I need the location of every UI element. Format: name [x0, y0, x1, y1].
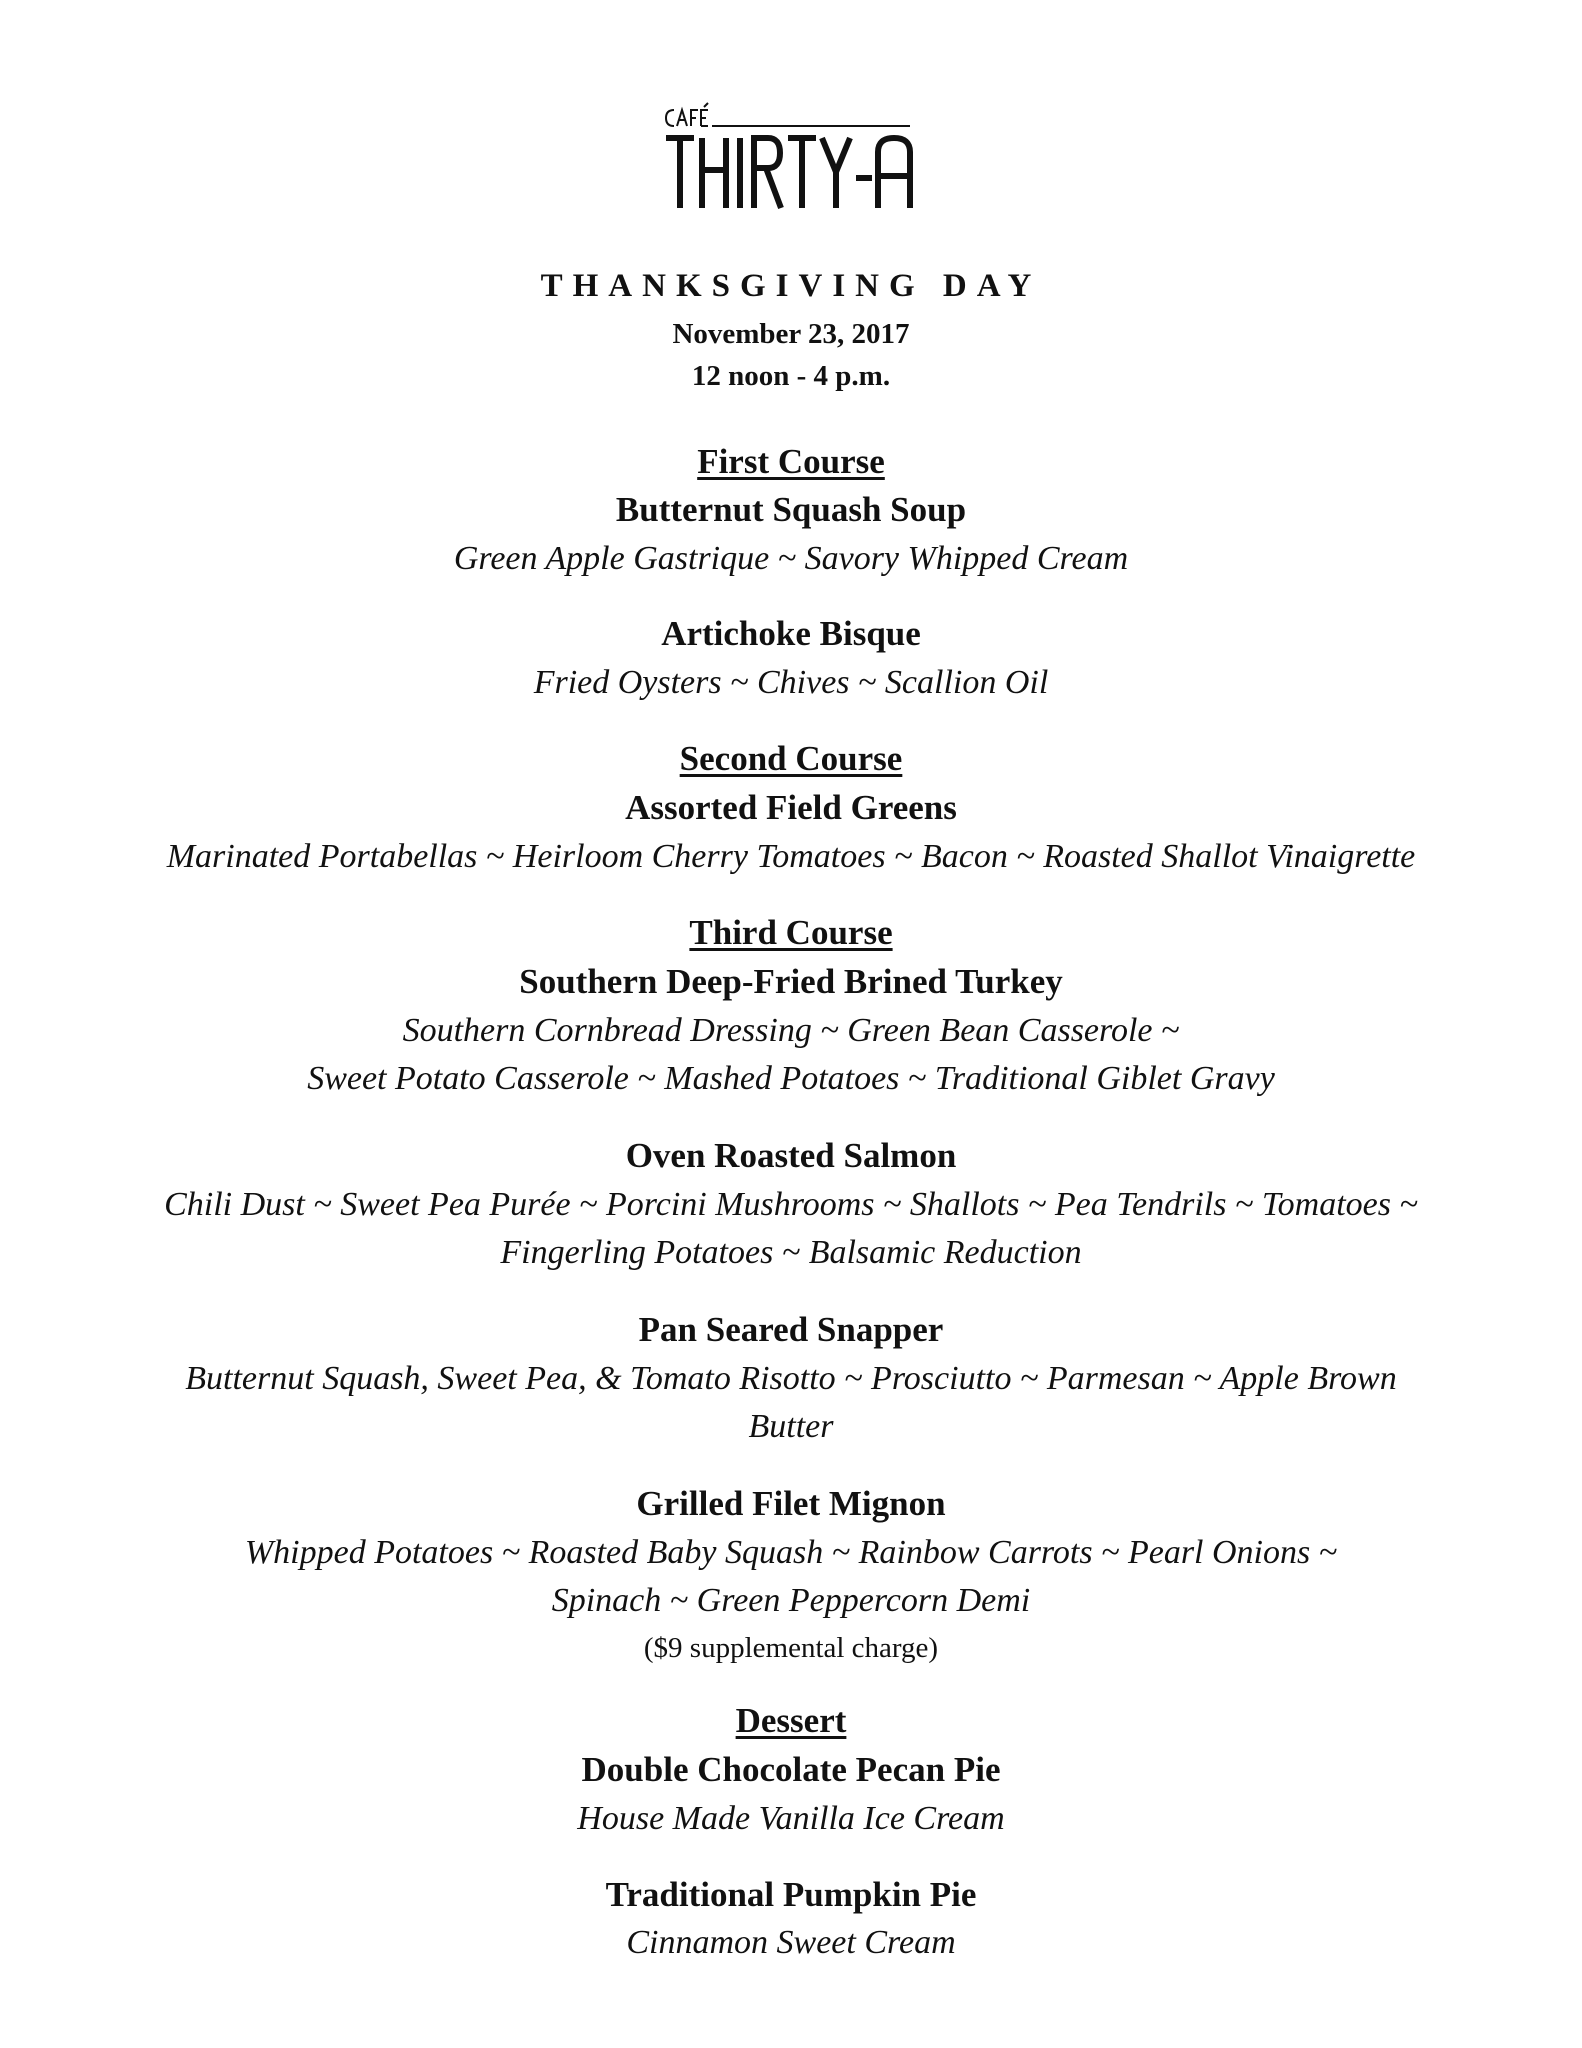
- event-date: November 23, 2017: [672, 318, 910, 350]
- dish-description: House Made Vanilla Ice Cream: [577, 1800, 1005, 1837]
- dish-description: Marinated Portabellas ~ Heirloom Cherry Tomatoes ~ Bacon ~ Roasted Shallot Vinaigrette: [166, 838, 1416, 875]
- dish-description: Green Apple Gastrique ~ Savory Whipped Cream: [453, 540, 1129, 577]
- section-heading-second-course: Second Course: [679, 739, 903, 778]
- dish-name: Double Chocolate Pecan Pie: [581, 1750, 1001, 1789]
- dish-name: Assorted Field Greens: [625, 788, 957, 827]
- section-heading-first-course: First Course: [697, 442, 885, 481]
- dish-description: Southern Cornbread Dressing ~ Green Bean Casserole ~: [402, 1012, 1180, 1049]
- dish-description: Sweet Potato Casserole ~ Mashed Potatoes ~ Traditional Giblet Gravy: [307, 1060, 1275, 1097]
- dish-description: Fried Oysters ~ Chives ~ Scallion Oil: [533, 664, 1049, 701]
- dish-name: Grilled Filet Mignon: [636, 1484, 946, 1523]
- dish-name: Traditional Pumpkin Pie: [605, 1875, 977, 1914]
- cafe-logo: [660, 96, 920, 216]
- supplemental-charge-note: ($9 supplemental charge): [643, 1632, 939, 1664]
- cafe-thirty-a-logo-image: [660, 96, 920, 216]
- dish-description: Spinach ~ Green Peppercorn Demi: [551, 1582, 1031, 1619]
- dish-name: Oven Roasted Salmon: [625, 1136, 957, 1175]
- dish-name: Pan Seared Snapper: [638, 1310, 944, 1349]
- dish-description: Butter: [748, 1408, 834, 1445]
- dish-description: Whipped Potatoes ~ Roasted Baby Squash ~ Rainbow Carrots ~ Pearl Onions ~: [244, 1534, 1338, 1571]
- dish-description: Fingerling Potatoes ~ Balsamic Reduction: [500, 1234, 1082, 1271]
- section-heading-third-course: Third Course: [689, 913, 893, 952]
- section-heading-dessert: Dessert: [735, 1701, 847, 1740]
- dish-name: Butternut Squash Soup: [615, 490, 967, 529]
- event-hours: 12 noon - 4 p.m.: [691, 360, 891, 392]
- dish-name: Artichoke Bisque: [661, 614, 921, 653]
- dish-description: Cinnamon Sweet Cream: [626, 1924, 956, 1961]
- dish-description: Chili Dust ~ Sweet Pea Purée ~ Porcini Mushrooms ~ Shallots ~ Pea Tendrils ~ Tomatoes ~: [164, 1186, 1418, 1223]
- dish-name: Southern Deep-Fried Brined Turkey: [519, 962, 1063, 1001]
- dish-description: Butternut Squash, Sweet Pea, & Tomato Risotto ~ Prosciutto ~ Parmesan ~ Apple Brown: [185, 1360, 1397, 1397]
- event-title: THANKSGIVING DAY: [540, 268, 1042, 304]
